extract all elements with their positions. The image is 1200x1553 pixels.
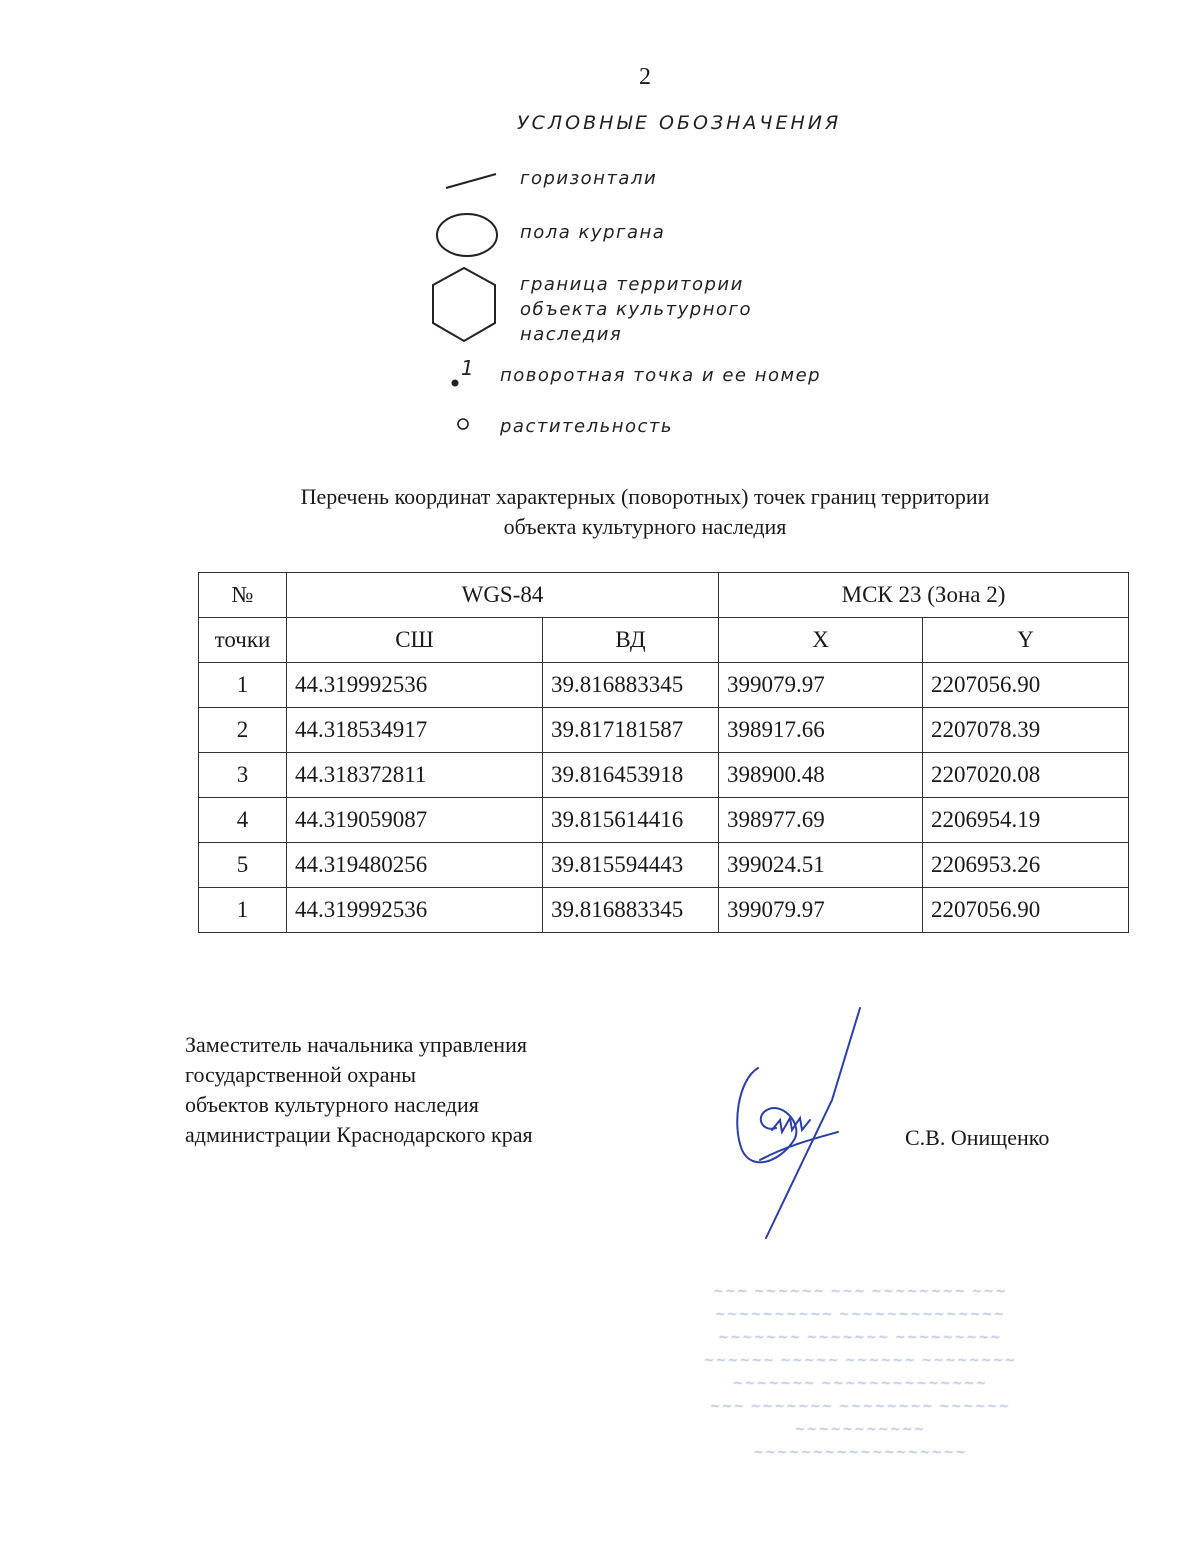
cell-lon: 39.816883345 xyxy=(543,663,719,708)
signer-position-line: объектов культурного наследия xyxy=(185,1092,479,1117)
header-point: точки xyxy=(199,618,287,663)
coordinates-list-title-line2: объекта культурного наследия xyxy=(503,514,787,539)
table-row xyxy=(199,663,1129,708)
cell-x: 399079.97 xyxy=(719,888,923,933)
cell-lon: 39.815594443 xyxy=(543,843,719,888)
cell-lat: 44.319059087 xyxy=(287,798,543,843)
header-x: X xyxy=(719,618,923,663)
cell-lat: 44.319992536 xyxy=(287,663,543,708)
cell-lat: 44.319480256 xyxy=(287,843,543,888)
signer-position-line: Заместитель начальника управления xyxy=(185,1032,527,1057)
table-header-row xyxy=(199,618,1129,663)
legend-title: УСЛОВНЫЕ ОБОЗНАЧЕНИЯ xyxy=(517,112,842,134)
cell-point: 1 xyxy=(199,663,287,708)
table-row xyxy=(199,843,1129,888)
legend-label-boundary xyxy=(520,272,752,347)
cell-point: 2 xyxy=(199,708,287,753)
cell-x: 399024.51 xyxy=(719,843,923,888)
table-row xyxy=(199,708,1129,753)
legend-label-kurgan: пола кургана xyxy=(520,222,666,243)
header-y: Y xyxy=(923,618,1129,663)
signature-mark xyxy=(720,1000,870,1245)
cell-x: 398977.69 xyxy=(719,798,923,843)
signer-position xyxy=(185,1030,533,1150)
header-lat: СШ xyxy=(287,618,543,663)
table-row xyxy=(199,798,1129,843)
hexagon-icon xyxy=(428,265,500,345)
table-row xyxy=(199,888,1129,933)
contour-line-icon xyxy=(442,168,502,192)
cell-lat: 44.319992536 xyxy=(287,888,543,933)
cell-lon: 39.816453918 xyxy=(543,753,719,798)
cell-y: 2206954.19 xyxy=(923,798,1129,843)
cell-x: 398900.48 xyxy=(719,753,923,798)
legend-label-boundary-line: граница территории xyxy=(520,274,744,295)
coordinates-table xyxy=(198,572,1129,933)
coordinates-list-title-line1: Перечень координат характерных (поворотных) точек границ территории xyxy=(300,484,990,509)
legend-label-point: поворотная точка и ее номер xyxy=(500,365,822,386)
cell-y: 2206953.26 xyxy=(923,843,1129,888)
table-header-row xyxy=(199,573,1129,618)
cell-point: 5 xyxy=(199,843,287,888)
cell-x: 398917.66 xyxy=(719,708,923,753)
cell-y: 2207078.39 xyxy=(923,708,1129,753)
cell-point: 3 xyxy=(199,753,287,798)
cell-y: 2207020.08 xyxy=(923,753,1129,798)
header-no: № xyxy=(199,573,287,618)
page-number: 2 xyxy=(639,64,651,90)
cell-lat: 44.318372811 xyxy=(287,753,543,798)
header-msk: МСК 23 (Зона 2) xyxy=(719,573,1129,618)
ellipse-icon xyxy=(434,210,500,260)
legend-label-vegetation: растительность xyxy=(500,416,673,437)
header-wgs: WGS-84 xyxy=(287,573,719,618)
cell-lon: 39.816883345 xyxy=(543,888,719,933)
cell-point: 1 xyxy=(199,888,287,933)
table-row xyxy=(199,753,1129,798)
cell-y: 2207056.90 xyxy=(923,888,1129,933)
coordinates-list-title xyxy=(0,482,1200,542)
legend-label-boundary-line: наследия xyxy=(520,324,623,345)
point-icon xyxy=(448,376,462,390)
cell-lon: 39.815614416 xyxy=(543,798,719,843)
circle-icon xyxy=(455,416,471,432)
point-number-symbol: 1 xyxy=(461,356,476,380)
cell-point: 4 xyxy=(199,798,287,843)
signer-position-line: государственной охраны xyxy=(185,1062,417,1087)
cell-x: 399079.97 xyxy=(719,663,923,708)
legend-label-boundary-line: объекта культурного xyxy=(520,299,752,320)
header-lon: ВД xyxy=(543,618,719,663)
signer-name: С.В. Онищенко xyxy=(905,1125,1050,1150)
cell-lon: 39.817181587 xyxy=(543,708,719,753)
cell-lat: 44.318534917 xyxy=(287,708,543,753)
signer-position-line: администрации Краснодарского края xyxy=(185,1122,533,1147)
stamp-mark: ~~~ ~~~~~~ ~~~ ~~~~~~~~ ~~~ ~~~~~~~~~~ ~~~~~~~~~~~~~~ ~~~~~~~ ~~~~~~~ ~~~~~~~~~ ~~~~~~ ~~~~~ ~~~~~~ ~~~~~~~~ ~~~~~~~ ~~~~~~~~~~~~~~ ~~~ ~~~~~~~ ~~~~~~~~ ~~~~~~ ~~~~~~~~~~~ ~~~~~~~~~~~~~~~~~~ xyxy=(703,1284,1017,1460)
legend-label-contour: горизонтали xyxy=(520,168,658,189)
cell-y: 2207056.90 xyxy=(923,663,1129,708)
